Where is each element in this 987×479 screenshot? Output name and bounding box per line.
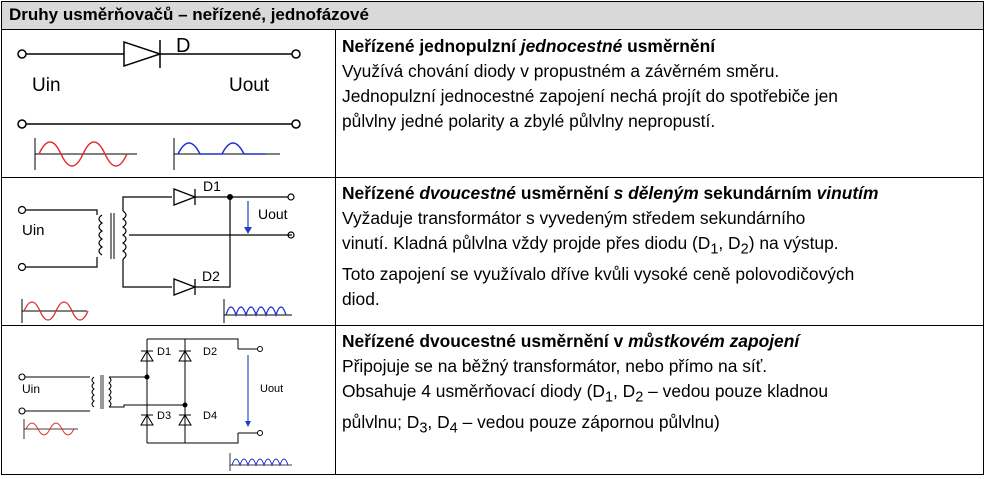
svg-text:D4: D4 [203, 410, 218, 422]
center-tap-diagram [2, 177, 336, 325]
input-waveform [35, 138, 137, 170]
output-waveform [230, 453, 292, 471]
table-title: Druhy usměrňovačů – neřízené, jednofázové [9, 5, 369, 24]
input-waveform [22, 299, 88, 323]
table-header [2, 2, 983, 30]
half-wave-text: Neřízené jednopulzní jednocestné usměrnění Využívá chování diody v propustném a závěrném směru. Jednopulzní jednocestné zapojení nechá projít do spotřebiče jen půlvlny jedné polarity a zbylé půlvlny nepropustí. [342, 36, 838, 131]
output-waveform [224, 299, 292, 323]
center-tap-circuit [2, 177, 335, 325]
svg-text:Uin: Uin [22, 382, 41, 396]
diode-icon [174, 189, 195, 205]
half-wave-circuit [2, 30, 335, 177]
svg-text:D1: D1 [203, 178, 221, 194]
diode-icon [174, 279, 195, 295]
svg-text:Uout: Uout [260, 383, 284, 395]
input-label: Uin [22, 222, 45, 239]
row-half-wave [2, 30, 983, 178]
svg-text:D3: D3 [157, 410, 172, 422]
output-label: Uout [229, 75, 270, 96]
input-waveform [24, 419, 78, 439]
output-waveform [174, 138, 280, 170]
row-bridge [2, 325, 983, 474]
rectifier-table [1, 1, 984, 475]
svg-text:D2: D2 [203, 346, 218, 358]
bridge-text: Neřízené dvoucestné usměrnění v můstkovém zapojení Připojuje se na běžný transformátor, nebo přímo na síť. Obsahuje 4 usměrňovací diody ($D_1$, $D_2$ – vedou pouze kladnou půlvlnu; $D_3$, $D_4$ – vedou pouze zápornou půlvlnu) [342, 331, 829, 437]
diode-icon [124, 42, 160, 66]
bridge-diagram [2, 325, 336, 474]
diode-label: D [176, 35, 191, 57]
svg-text:Uout: Uout [258, 206, 288, 222]
bridge-circuit [2, 325, 335, 474]
input-label: Uin [32, 75, 61, 96]
svg-text:D1: D1 [157, 346, 172, 358]
row-center-tap [2, 177, 983, 326]
half-wave-diagram [2, 30, 336, 177]
svg-text:D2: D2 [202, 268, 220, 284]
center-tap-text: Neřízené dvoucestné usměrnění s děleným sekundárním vinutím Vyžaduje transformátor s vyvedeným středem sekundárního vinutí. Kladná půlvlna vždy projde přes diodu ($D_1$, $D_2$) na výstup. Toto zapojení se využívalo dříve kvůli vysoké ceně polovodičových diod. [342, 183, 879, 310]
